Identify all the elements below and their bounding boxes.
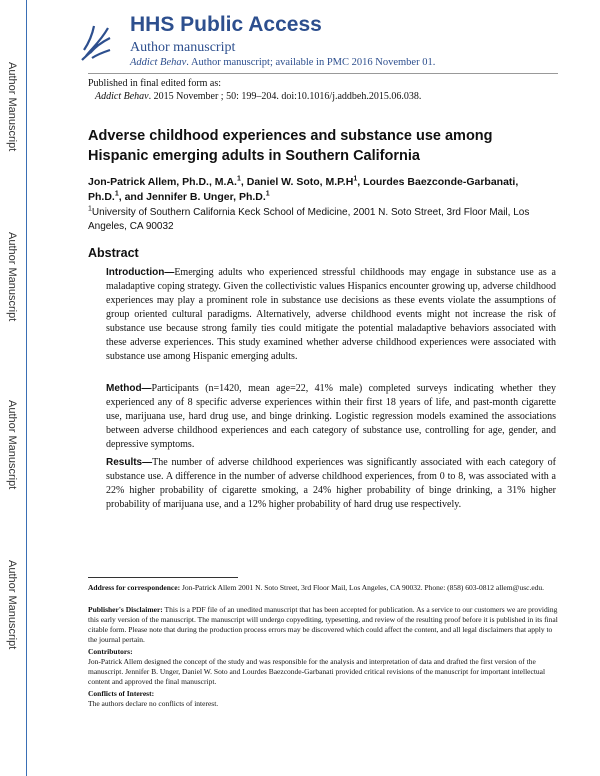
author-list bbox=[88, 175, 538, 205]
author-name: Daniel W. Soto, M.P.H bbox=[246, 176, 354, 188]
citation-details: . 2015 November ; 50: 199–204. doi:10.1016/j.addbeh.2015.06.038. bbox=[148, 91, 422, 102]
author-name: Lourdes Baezconde-Garbanati, Ph.D. bbox=[88, 176, 519, 203]
footnote-label: Publisher's Disclaimer: bbox=[88, 605, 163, 614]
footnote-disclaimer bbox=[88, 605, 558, 645]
citation-journal: Addict Behav bbox=[95, 91, 149, 102]
article-title: Adverse childhood experiences and substance use among Hispanic emerging adults in Southern California bbox=[88, 128, 493, 164]
affiliation-text: University of Southern California Keck School of Medicine, 2001 N. Soto Street, 3rd Floor Mail, Los Angeles, CA 90032 bbox=[88, 207, 530, 232]
author-name: Jon-Patrick Allem, Ph.D., M.A. bbox=[88, 176, 237, 188]
abstract-results bbox=[106, 456, 556, 512]
author-affiliation-marker: 1 bbox=[353, 175, 358, 183]
footnote-label: Conflicts of Interest: bbox=[88, 689, 155, 698]
footnote-text: Jon-Patrick Allem 2001 N. Soto Street, 3rd Floor Mail, Los Angeles, CA 90032. Phone: (858) 603-0812 allem@usc.edu. bbox=[181, 583, 545, 592]
author-separator: , bbox=[240, 176, 247, 188]
abstract-introduction bbox=[106, 266, 556, 364]
side-label-author-manuscript: Author Manuscript bbox=[6, 62, 18, 152]
footnote-correspondence bbox=[88, 583, 558, 593]
footnote-text: The authors declare no conflicts of interest. bbox=[88, 699, 219, 708]
footnote-label: Address for correspondence: bbox=[88, 583, 181, 592]
side-label-author-manuscript: Author Manuscript bbox=[6, 400, 18, 490]
section-text: Emerging adults who experienced stressful childhoods may engage in substance use as a maladaptive coping strategy. Given the collectivistic values Hispanics encounter growing up, adverse childhood experiences may play a prominent role in substance use decisions as these events violate the assumptions of group oriented cultural paradigms. Alternatively, adverse childhood events might not increase the risk of substance use because strong family ties could mitigate the potential maladaptive behaviors associated with these adverse experiences. This study examined whether adverse childhood experiences were associated with substance use among Hispanic emerging adults. bbox=[106, 267, 556, 362]
author-separator: , and bbox=[118, 191, 147, 203]
availability-text: . Author manuscript; available in PMC 2016 November 01. bbox=[186, 57, 436, 68]
footnote-label: Contributors: bbox=[88, 647, 133, 656]
hhs-eagle-logo-icon bbox=[78, 20, 112, 64]
section-label: Method— bbox=[106, 383, 152, 394]
header-rule bbox=[88, 73, 558, 74]
abstract-heading: Abstract bbox=[88, 246, 139, 260]
section-text: The number of adverse childhood experiences was significantly associated with each category of substance use. A difference in the number of adverse childhood experiences, from 0 to 8, was associated with a 22% higher probability of cigarette smoking, a 24% higher probability of binge drinking, a 31% higher probability of marijuana use, and a 12% higher probability of hard drug use respectively. bbox=[106, 457, 556, 510]
side-label-author-manuscript: Author Manuscript bbox=[6, 232, 18, 322]
author-manuscript-subtitle: Author manuscript bbox=[130, 40, 236, 55]
affiliation-marker: 1 bbox=[88, 205, 92, 213]
margin-divider bbox=[26, 0, 27, 776]
author-affiliation-marker: 1 bbox=[265, 190, 270, 198]
footnote-conflicts bbox=[88, 689, 558, 709]
abstract-method bbox=[106, 382, 556, 452]
author-separator: , bbox=[357, 176, 364, 188]
author-affiliation-marker: 1 bbox=[114, 190, 119, 198]
journal-name: Addict Behav bbox=[130, 57, 187, 68]
author-affiliation-marker: 1 bbox=[236, 175, 241, 183]
journal-availability bbox=[130, 57, 435, 68]
publication-info bbox=[88, 77, 421, 103]
author-name: Jennifer B. Unger, Ph.D. bbox=[146, 191, 266, 203]
footnote-rule bbox=[88, 577, 238, 578]
section-label: Introduction— bbox=[106, 267, 175, 278]
section-label: Results— bbox=[106, 457, 153, 468]
footnote-contributors bbox=[88, 647, 558, 687]
footnote-text: Jon-Patrick Allem designed the concept of the study and was responsible for the analysis and interpretation of data and drafted the first version of the manuscript. Jennifer B. Unger, Daniel W. Soto and Lourdes Baezconde-Garbanati provided critical revisions of the manuscript for important intellectual content and approved the final manuscript. bbox=[88, 657, 546, 686]
affiliation bbox=[88, 206, 538, 234]
hhs-public-access-title: HHS Public Access bbox=[130, 13, 322, 36]
published-in-label: Published in final edited form as: bbox=[88, 78, 222, 89]
section-text: Participants (n=1420, mean age=22, 41% male) completed surveys indicating whether they experienced any of 8 specific adverse experiences within their first 18 years of life, and past-month cigarette use, marijuana use, hard drug use, and binge drinking. Logistic regression models examined the associations between adverse childhood experiences and each category of substance use, controlling for age, gender, and depressive symptoms. bbox=[106, 383, 556, 450]
citation bbox=[88, 90, 421, 103]
side-label-author-manuscript: Author Manuscript bbox=[6, 560, 18, 650]
footnote-text: This is a PDF file of an unedited manuscript that has been accepted for publication. As a service to our customers we are providing this early version of the manuscript. The manuscript will undergo copyediting, typesetting, and review of the resulting proof before it is published in its final citable form. Please note that during the production process errors may be discovered which could affect the content, and all legal disclaimers that apply to the journal pertain. bbox=[88, 605, 558, 644]
